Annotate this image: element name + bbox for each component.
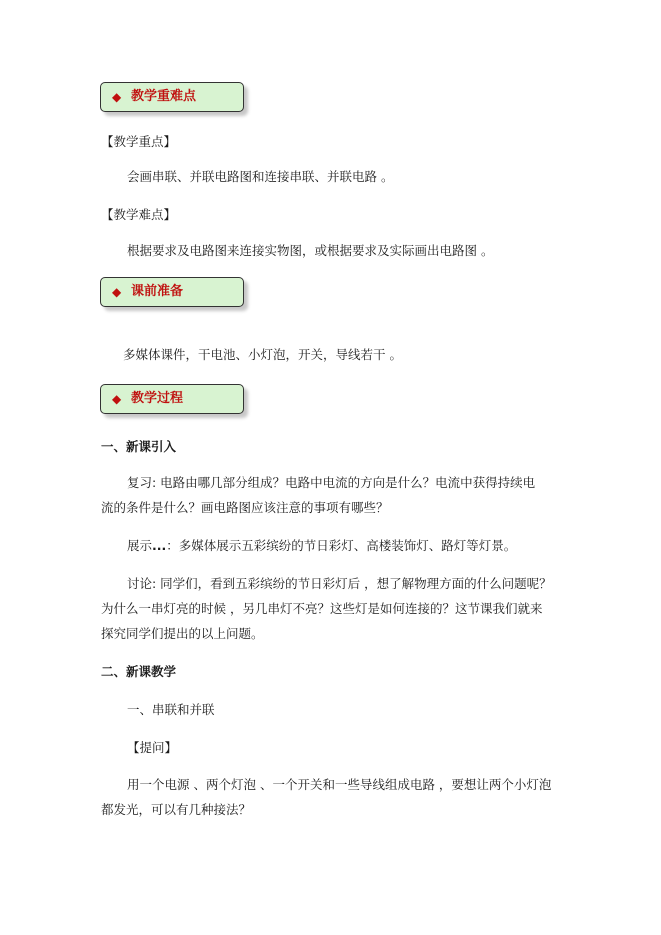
section-tag-label: 教学重难点 (131, 89, 197, 104)
section-tag-label: 课前准备 (131, 284, 184, 299)
discuss-line-1: 讨论: 同学们，看到五彩缤纷的节日彩灯后 ，想了解物理方面的什么问题呢？ (127, 576, 552, 591)
difficult-points-label: 【教学难点】 (101, 207, 177, 222)
discuss-line-3: 探究同学们提出的以上问题。 (101, 626, 264, 641)
subheading-series-parallel: 一、串联和并联 (127, 702, 215, 717)
diamond-icon: ◆ (112, 392, 122, 406)
section-tag-focus (100, 82, 244, 112)
review-line-2: 流的条件是什么？画电路图应该注意的事项有哪些？ (101, 500, 389, 515)
heading-intro: 一、新课引入 (101, 439, 177, 454)
heading-teaching: 二、新课教学 (101, 664, 177, 679)
section-tag-process (100, 384, 244, 414)
section-tag-prep (100, 277, 244, 307)
review-line-1: 复习: 电路由哪几部分组成？电路中电流的方向是什么？电流中获得持续电 (127, 475, 536, 490)
question-label: 【提问】 (127, 740, 178, 755)
show-text: ：多媒体展示五彩缤纷的节日彩灯、高楼装饰灯、路灯等灯景。 (166, 538, 517, 553)
prep-text: 多媒体课件，干电池、小灯泡，开关，导线若干 。 (123, 347, 402, 362)
diamond-icon: ◆ (112, 90, 122, 104)
key-points-text: 会画串联、并联电路图和连接串联、并联电路 。 (127, 169, 394, 184)
key-points-label: 【教学重点】 (101, 134, 177, 149)
discuss-line-2: 为什么一串灯亮的时候 ，另几串灯不亮？这些灯是如何连接的？这节课我们就来 (101, 601, 543, 616)
question-line-1: 用一个电源 、两个灯泡 、一个开关和一些导线组成电路 ，要想让两个小灯泡 (127, 777, 552, 792)
question-line-2: 都发光，可以有几种接法？ (101, 802, 252, 817)
difficult-points-text: 根据要求及电路图来连接实物图，或根据要求及实际画出电路图 。 (127, 243, 494, 258)
show-dots: ... (152, 538, 167, 553)
show-line (127, 538, 516, 554)
show-label: 展示 (127, 538, 153, 553)
diamond-icon: ◆ (112, 285, 122, 299)
section-tag-label: 教学过程 (131, 391, 184, 406)
